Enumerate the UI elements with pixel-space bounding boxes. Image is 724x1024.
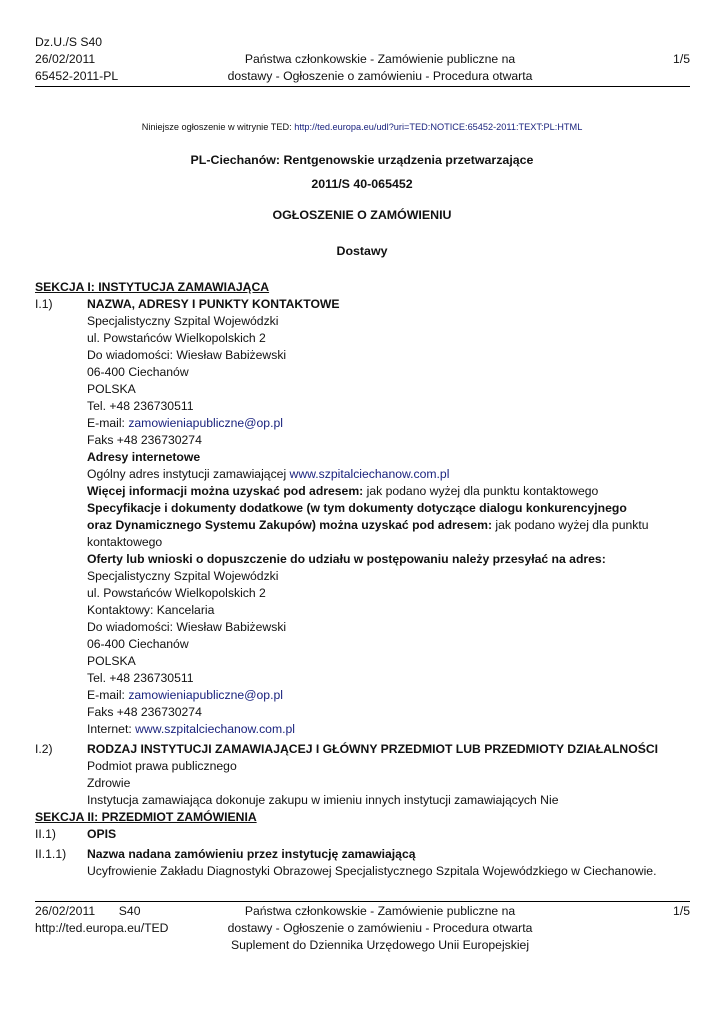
spec-value: jak podano wyżej dla punktu — [492, 518, 649, 532]
offers-phone: Tel. +48 236730511 — [87, 671, 194, 685]
org-name: Specjalistyczny Szpital Wojewódzki — [87, 314, 279, 328]
section-i-1 — [35, 296, 695, 738]
offers-internet-label: Internet: — [87, 722, 136, 736]
authority-type: Podmiot prawa publicznego — [87, 759, 237, 773]
footer-left — [35, 903, 168, 937]
section-i-2 — [35, 741, 695, 809]
item-number: II.1) — [35, 827, 56, 841]
offers-email-label: E-mail: — [87, 688, 129, 702]
item-number: I.2) — [35, 742, 53, 756]
org-email-link[interactable]: zamowieniapubliczne@op.pl — [128, 416, 283, 430]
footer-line-3: Suplement do Dziennika Urzędowego Unii Europejskiej — [230, 938, 530, 952]
item-number: II.1.1) — [35, 847, 67, 861]
contract-title: Ucyfrowienie Zakładu Diagnostyki Obrazowej Specjalistycznego Szpitala Wojewódzkiego w Ciechanowie. — [87, 864, 657, 878]
more-info-value: jak podano wyżej dla punktu kontaktowego — [363, 484, 599, 498]
item-title: RODZAJ INSTYTUCJI ZAMAWIAJĄCEJ I GŁÓWNY PRZEDMIOT LUB PRZEDMIOTY DZIAŁALNOŚCI — [87, 742, 659, 756]
org-attention: Do wiadomości: Wiesław Babiżewski — [87, 348, 287, 362]
general-address-link[interactable]: www.szpitalciechanow.com.pl — [289, 467, 450, 481]
spec-value-cont: kontaktowego — [87, 535, 163, 549]
more-info-label: Więcej informacji można uzyskać pod adresem: — [87, 484, 364, 498]
ted-notice-link[interactable]: http://ted.europa.eu/udl?uri=TED:NOTICE:65452-2011:TEXT:PL:HTML — [294, 122, 583, 132]
behalf-statement: Instytucja zamawiająca dokonuje zakupu w imieniu innych instytucji zamawiających Nie — [87, 793, 559, 807]
offers-postal: 06-400 Ciechanów — [87, 637, 189, 651]
general-address-line — [87, 466, 695, 483]
org-email-line — [87, 415, 695, 432]
main-activity: Zdrowie — [87, 776, 131, 790]
footer-line-2: dostawy - Ogłoszenie o zamówieniu - Procedura otwarta — [227, 921, 533, 935]
header-title — [215, 51, 545, 85]
notice-id: 65452-2011-PL — [35, 69, 119, 83]
page-number: 1/5 — [673, 52, 690, 66]
header-title-line-2: dostawy - Ogłoszenie o zamówieniu - Procedura otwarta — [227, 69, 533, 83]
section-2-heading: SEKCJA II: PRZEDMIOT ZAMÓWIENIA — [35, 810, 257, 824]
offers-email-line — [87, 687, 695, 704]
org-fax: Faks +48 236730274 — [87, 433, 202, 447]
header-title-line-1: Państwa członkowskie - Zamówienie publiczne na — [244, 52, 516, 66]
offers-country: POLSKA — [87, 654, 136, 668]
spec-label-line-2: oraz Dynamicznego Systemu Zakupów) można uzyskać pod adresem: — [87, 518, 493, 532]
footer-page-number: 1/5 — [673, 904, 690, 918]
item-title: NAZWA, ADRESY I PUNKTY KONTAKTOWE — [87, 297, 340, 311]
notice-title: PL-Ciechanów: Rentgenowskie urządzenia przetwarzające — [190, 153, 534, 167]
footer-url: http://ted.europa.eu/TED — [35, 921, 169, 935]
footer-divider — [35, 901, 690, 902]
email-label: E-mail: — [87, 416, 129, 430]
offers-label: Oferty lub wnioski o dopuszczenie do udziału w postępowaniu należy przesyłać na adres: — [87, 552, 606, 566]
spec-line-2 — [87, 517, 695, 534]
journal-reference: Dz.U./S S40 — [35, 35, 103, 49]
footer-series: S40 — [118, 904, 141, 918]
org-street: ul. Powstańców Wielkopolskich 2 — [87, 331, 266, 345]
section-ii-1 — [35, 826, 695, 843]
offers-contact: Kontaktowy: Kancelaria — [87, 603, 215, 617]
org-postal: 06-400 Ciechanów — [87, 365, 189, 379]
publication-date: 26/02/2011 — [35, 52, 96, 66]
offers-attention: Do wiadomości: Wiesław Babiżewski — [87, 620, 287, 634]
notice-body — [35, 279, 695, 880]
offers-internet-line — [87, 721, 695, 738]
contract-category: Dostawy — [336, 244, 388, 258]
org-phone: Tel. +48 236730511 — [87, 399, 194, 413]
footer-date: 26/02/2011 — [35, 904, 96, 918]
footer-line-1: Państwa członkowskie - Zamówienie publiczne na — [244, 904, 516, 918]
item-title: Nazwa nadana zamówieniu przez instytucję zamawiającą — [87, 847, 416, 861]
notice-type: OGŁOSZENIE O ZAMÓWIENIU — [272, 208, 452, 222]
offers-street: ul. Powstańców Wielkopolskich 2 — [87, 586, 266, 600]
internet-heading: Adresy internetowe — [87, 450, 201, 464]
header-divider — [35, 86, 690, 87]
section-1-heading: SEKCJA I: INSTYTUCJA ZAMAWIAJĄCA — [35, 280, 270, 294]
offers-internet-link[interactable]: www.szpitalciechanow.com.pl — [135, 722, 295, 736]
general-address-label: Ogólny adres instytucji zamawiającej — [87, 467, 290, 481]
section-ii-1-1 — [35, 846, 695, 880]
ted-notice — [0, 122, 724, 132]
spec-label-line-1: Specyfikacje i dokumenty dodatkowe (w tym dokumenty dotyczące dialogu konkurencyjnego — [87, 501, 627, 515]
org-country: POLSKA — [87, 382, 136, 396]
footer-title — [215, 903, 545, 954]
notice-number: 2011/S 40-065452 — [311, 177, 413, 191]
ted-notice-label: Niniejsze ogłoszenie w witrynie TED: — [141, 122, 295, 132]
offers-fax: Faks +48 236730274 — [87, 705, 202, 719]
page-header — [35, 34, 690, 88]
offers-org-name: Specjalistyczny Szpital Wojewódzki — [87, 569, 279, 583]
item-title: OPIS — [87, 827, 117, 841]
offers-email-link[interactable]: zamowieniapubliczne@op.pl — [128, 688, 283, 702]
header-left — [35, 34, 118, 85]
item-number: I.1) — [35, 297, 53, 311]
more-info-line — [87, 483, 695, 500]
